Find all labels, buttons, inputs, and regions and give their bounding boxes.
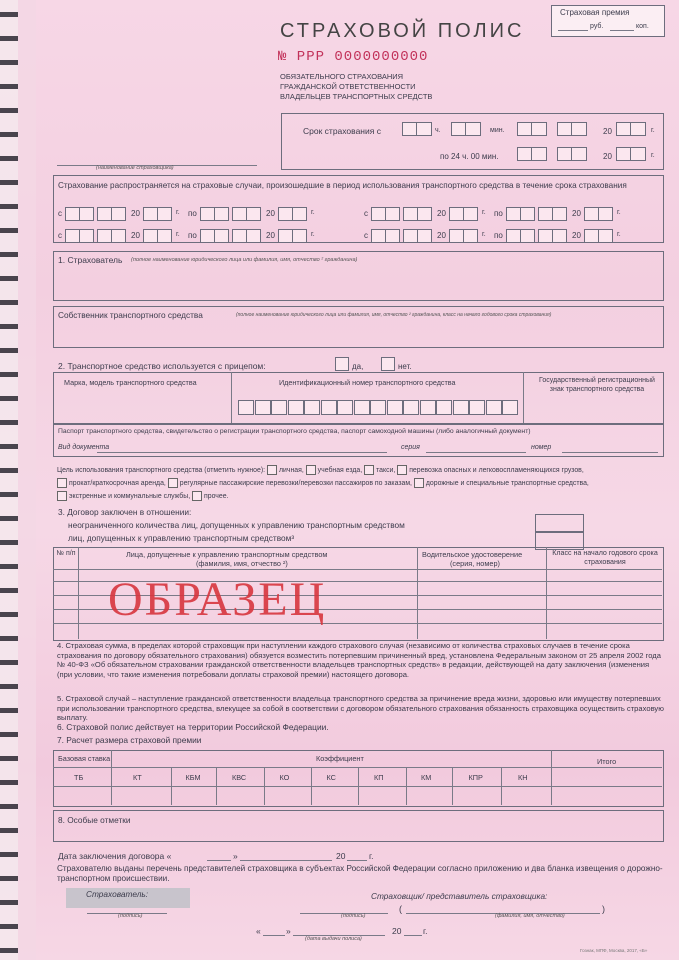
subtitle-2: ГРАЖДАНСКОЙ ОТВЕТСТВЕННОСТИ bbox=[280, 82, 416, 91]
coverage-g-label: г. bbox=[311, 209, 315, 216]
vin-cell[interactable] bbox=[337, 400, 353, 415]
purpose-rent-checkbox[interactable] bbox=[57, 478, 67, 488]
insurer-sign-caption: (подпись) bbox=[341, 913, 366, 919]
coverage-year-cell[interactable] bbox=[292, 229, 307, 243]
coverage-year-prefix: 20 bbox=[437, 209, 446, 218]
coverage-year-prefix: 20 bbox=[131, 209, 140, 218]
coverage-g-label: г. bbox=[176, 231, 180, 238]
section-4: 4. Страховая сумма, в пределах которой страховщик при наступлении каждого страхового случая (независимо от количества страховых случаев в течение срока страхования по договору обязательного страхования) обязуется возместить потерпевшим причиненный вред, установлена Федеральным законом от 25 апреля 2002 года № 40-ФЗ «Об обязательном страховании гражданской ответственности владельцев транспортных средств» в редакции, действующей на дату заключения (изменения (при условии, что такие изменения потребовали доплаты страховой премии) настоящего договора. bbox=[57, 641, 661, 679]
coverage-day-cell[interactable] bbox=[385, 229, 400, 243]
premium-col-км: КМ bbox=[421, 773, 432, 782]
section-5: 5. Страховой случай – наступление гражданской ответственности владельца транспортного средства за причинение вреда жизни, здоровью или имуществу потерпевших при использовании транспортного средства, влекущее за собой в соответствии с договором обязательного страхования обязанность страховщика осуществить страховую выплату. bbox=[57, 694, 664, 723]
subtitle-3: ВЛАДЕЛЬЦЕВ ТРАНСПОРТНЫХ СРЕДСТВ bbox=[280, 92, 433, 101]
coverage-year-cell[interactable] bbox=[278, 229, 293, 243]
vin-cell[interactable] bbox=[238, 400, 254, 415]
coverage-month-cell[interactable] bbox=[97, 207, 112, 221]
issue-q1: « bbox=[256, 926, 261, 936]
printer-note: Гознак, МПФ, Москва, 2017, «Б» bbox=[580, 948, 648, 953]
purpose-personal-checkbox[interactable] bbox=[267, 465, 277, 475]
issue-g: г. bbox=[423, 926, 428, 936]
vin-cell[interactable] bbox=[321, 400, 337, 415]
coverage-po-label: по bbox=[188, 231, 197, 240]
binding-strip bbox=[0, 0, 36, 960]
premium-col-divider bbox=[452, 767, 453, 805]
purpose-road-checkbox[interactable] bbox=[414, 478, 424, 488]
coverage-s-label: с bbox=[58, 231, 62, 240]
purpose-line-3 bbox=[57, 491, 228, 501]
term-h: ч. bbox=[435, 127, 441, 134]
s3-unlimited: неограниченного количества лиц, допущенных к управлению транспортным средством bbox=[68, 520, 405, 530]
insurer-sign-label: Страховщик/ представитель страховщика: bbox=[371, 891, 548, 901]
coverage-month-cell[interactable] bbox=[552, 229, 567, 243]
passport-text: Паспорт транспортного средства, свидетельство о регистрации транспортного средства, паспорт самоходной машины (либо аналогичный документ) bbox=[58, 428, 531, 435]
vin-cell[interactable] bbox=[304, 400, 320, 415]
coverage-g-label: г. bbox=[311, 231, 315, 238]
coverage-year-cell[interactable] bbox=[449, 229, 464, 243]
premium-base: Базовая ставка bbox=[58, 754, 111, 763]
coverage-year-prefix: 20 bbox=[437, 231, 446, 240]
coverage-day-cell[interactable] bbox=[79, 229, 94, 243]
vin-cell[interactable] bbox=[453, 400, 469, 415]
vin-cell[interactable] bbox=[436, 400, 452, 415]
premium-col-кс: КС bbox=[326, 773, 336, 782]
premium-col-divider bbox=[551, 750, 552, 805]
coverage-day-cell[interactable] bbox=[79, 207, 94, 221]
subtitle-1: ОБЯЗАТЕЛЬНОГО СТРАХОВАНИЯ bbox=[280, 72, 404, 81]
drivers-num: № п/п bbox=[56, 550, 76, 557]
vin-cell[interactable] bbox=[469, 400, 485, 415]
coverage-month-cell[interactable] bbox=[97, 229, 112, 243]
coverage-day-cell[interactable] bbox=[65, 229, 80, 243]
purpose-emergency: экстренные и коммунальные службы, bbox=[69, 492, 191, 500]
contract-date-year: 20 bbox=[336, 851, 346, 861]
owner-caption: (полное наименование юридического лица или фамилия, имя, отчество ² гражданина, класс на начало годового срока страхования) bbox=[236, 312, 552, 318]
coverage-day-cell[interactable] bbox=[65, 207, 80, 221]
premium-col-divider bbox=[171, 767, 172, 805]
premium-col-divider bbox=[406, 767, 407, 805]
premium-col-кн: КН bbox=[518, 773, 528, 782]
coverage-month-cell[interactable] bbox=[417, 207, 432, 221]
trailer-label: 2. Транспортное средство используется с прицепом: bbox=[58, 361, 266, 371]
term-year-2: 20 bbox=[603, 152, 612, 161]
insured-sign-label: Страхователь: bbox=[86, 889, 149, 899]
premium-kop: коп. bbox=[636, 23, 649, 30]
coverage-month-cell[interactable] bbox=[111, 229, 126, 243]
special-notes-label: 8. Особые отметки bbox=[58, 815, 131, 825]
drivers-persons: Лица, допущенные к управлению транспортным средством bbox=[126, 550, 328, 559]
coverage-day-cell[interactable] bbox=[371, 229, 386, 243]
term-g-1: г. bbox=[651, 127, 655, 134]
coverage-month-cell[interactable] bbox=[232, 207, 247, 221]
coverage-month-cell[interactable] bbox=[403, 207, 418, 221]
drivers-license: Водительское удостоверение bbox=[422, 550, 523, 559]
coverage-month-cell[interactable] bbox=[246, 207, 261, 221]
vin-cell[interactable] bbox=[486, 400, 502, 415]
premium-col-квс: КВС bbox=[232, 773, 247, 782]
premium-col-ко: КО bbox=[279, 773, 290, 782]
coverage-po-label: по bbox=[494, 231, 503, 240]
coverage-year-cell[interactable] bbox=[278, 207, 293, 221]
coverage-s-label: с bbox=[58, 209, 62, 218]
contract-date-q: » bbox=[233, 851, 238, 861]
issue-date-caption: (дата выдачи полиса) bbox=[305, 936, 362, 942]
premium-box bbox=[551, 5, 665, 37]
vin-cell[interactable] bbox=[370, 400, 386, 415]
purpose-other: прочее. bbox=[204, 492, 229, 500]
passport-doc: Вид документа bbox=[58, 444, 110, 451]
premium-col-кпр: КПР bbox=[468, 773, 483, 782]
insured-caption: (полное наименование юридического лица или фамилия, имя, отчество ² гражданина) bbox=[131, 257, 358, 263]
coverage-year-cell[interactable] bbox=[463, 207, 478, 221]
coverage-g-label: г. bbox=[617, 209, 621, 216]
trailer-no: нет. bbox=[398, 362, 412, 371]
purpose-line-2 bbox=[57, 478, 589, 488]
issue-year: 20 bbox=[392, 926, 402, 936]
coverage-year-prefix: 20 bbox=[572, 209, 581, 218]
coverage-year-prefix: 20 bbox=[131, 231, 140, 240]
insured-sign-caption: (подпись) bbox=[118, 913, 143, 919]
contract-date-label: Дата заключения договора « bbox=[58, 851, 172, 861]
paren-close: ) bbox=[602, 904, 605, 914]
coverage-month-cell[interactable] bbox=[232, 229, 247, 243]
premium-label: Страховая премия bbox=[560, 8, 630, 17]
issue-q2: » bbox=[286, 926, 291, 936]
premium-col-тб: ТБ bbox=[74, 773, 84, 782]
coverage-year-cell[interactable] bbox=[463, 229, 478, 243]
coverage-day-cell[interactable] bbox=[385, 207, 400, 221]
premium-total: Итого bbox=[597, 757, 617, 766]
purpose-personal: личная, bbox=[278, 466, 304, 474]
coverage-day-cell[interactable] bbox=[214, 229, 229, 243]
vin-cell[interactable] bbox=[420, 400, 436, 415]
coverage-year-prefix: 20 bbox=[572, 231, 581, 240]
contract-date-g: г. bbox=[369, 851, 374, 861]
purpose-training-checkbox[interactable] bbox=[306, 465, 316, 475]
coverage-g-label: г. bbox=[617, 231, 621, 238]
trailer-no-checkbox[interactable] bbox=[381, 357, 395, 371]
purpose-taxi-checkbox[interactable] bbox=[364, 465, 374, 475]
purpose-dangerous: перевозка опасных и легковоспламеняющихся грузов, bbox=[409, 466, 584, 474]
term-year-1: 20 bbox=[603, 127, 612, 136]
term-g-2: г. bbox=[651, 152, 655, 159]
vehicle-make: Марка, модель транспортного средства bbox=[64, 378, 197, 387]
coverage-month-cell[interactable] bbox=[246, 229, 261, 243]
premium-col-divider bbox=[111, 750, 112, 805]
coverage-po-label: по bbox=[188, 209, 197, 218]
premium-col-divider bbox=[264, 767, 265, 805]
purpose-passenger-checkbox[interactable] bbox=[168, 478, 178, 488]
purpose-training: учебная езда, bbox=[317, 466, 363, 474]
section-7: 7. Расчет размера страховой премии bbox=[57, 735, 202, 745]
coverage-year-cell[interactable] bbox=[584, 229, 599, 243]
term-label: Срок страхования с bbox=[303, 126, 381, 136]
coverage-year-cell[interactable] bbox=[143, 229, 158, 243]
drivers-fio: (фамилия, имя, отчество ²) bbox=[196, 559, 288, 568]
coverage-day-cell[interactable] bbox=[506, 207, 521, 221]
coverage-year-cell[interactable] bbox=[157, 229, 172, 243]
passport-number: номер bbox=[531, 444, 552, 451]
vin-cell[interactable] bbox=[271, 400, 287, 415]
vin-cell[interactable] bbox=[502, 400, 518, 415]
coverage-day-cell[interactable] bbox=[200, 229, 215, 243]
term-to: по 24 ч. 00 мин. bbox=[440, 152, 499, 161]
coverage-year-cell[interactable] bbox=[584, 207, 599, 221]
s3-limited: лиц, допущенных к управлению транспортным средством³ bbox=[68, 533, 295, 543]
purpose-emergency-checkbox[interactable] bbox=[57, 491, 67, 501]
purpose-passenger: регулярные пассажирские перевозки/перевозки пассажиров по заказам, bbox=[179, 479, 412, 487]
purpose-taxi: такси, bbox=[376, 466, 396, 474]
coverage-month-cell[interactable] bbox=[538, 207, 553, 221]
drivers-class: Класс на начало годового срока страхования bbox=[552, 549, 658, 566]
coverage-day-cell[interactable] bbox=[214, 207, 229, 221]
sample-stamp: ОБРАЗЕЦ bbox=[108, 573, 327, 626]
vehicle-vin: Идентификационный номер транспортного средства bbox=[279, 378, 456, 387]
vin-cell[interactable] bbox=[403, 400, 419, 415]
insurer-fio-caption: (фамилия, имя, отчество) bbox=[495, 913, 565, 919]
section-6: 6. Страховой полис действует на территории Российской Федерации. bbox=[57, 722, 329, 732]
vin-cell[interactable] bbox=[288, 400, 304, 415]
coverage-day-cell[interactable] bbox=[520, 207, 535, 221]
purpose-other-checkbox[interactable] bbox=[192, 491, 202, 501]
premium-col-divider bbox=[311, 767, 312, 805]
term-min: мин. bbox=[490, 127, 505, 134]
coverage-year-prefix: 20 bbox=[266, 209, 275, 218]
coverage-day-cell[interactable] bbox=[200, 207, 215, 221]
coverage-g-label: г. bbox=[482, 209, 486, 216]
passport-series: серия bbox=[401, 444, 420, 451]
trailer-yes: да, bbox=[352, 362, 364, 371]
purpose-label: Цель использования транспортного средства (отметить нужное): bbox=[57, 466, 266, 474]
coverage-day-cell[interactable] bbox=[371, 207, 386, 221]
coverage-day-cell[interactable] bbox=[506, 229, 521, 243]
policy-serial: № РРР 0000000000 bbox=[278, 49, 429, 65]
special-notes-box bbox=[53, 810, 664, 842]
coverage-text: Страхование распространяется на страховые случаи, произошедшие в период использования транспортного средства в течение срока страхования bbox=[58, 181, 627, 190]
issued-note: Страхователю выданы перечень представителей страховщика в субъектах Российской Федерации согласно приложению и два бланка извещения о дорожно-транспортном происшествии. bbox=[57, 864, 663, 883]
premium-col-divider bbox=[501, 767, 502, 805]
vin-cell[interactable] bbox=[354, 400, 370, 415]
coverage-year-cell[interactable] bbox=[449, 207, 464, 221]
coverage-year-cell[interactable] bbox=[143, 207, 158, 221]
premium-col-кбм: КБМ bbox=[185, 773, 201, 782]
coverage-year-cell[interactable] bbox=[598, 229, 613, 243]
coverage-g-label: г. bbox=[482, 231, 486, 238]
purpose-rent: прокат/краткосрочная аренда, bbox=[69, 479, 166, 487]
purpose-line-1 bbox=[57, 465, 584, 475]
vin-cell[interactable] bbox=[387, 400, 403, 415]
premium-col-кт: КТ bbox=[133, 773, 142, 782]
s3-label: 3. Договор заключен в отношении: bbox=[58, 507, 192, 517]
drivers-license-sub: (серия, номер) bbox=[450, 559, 500, 568]
premium-rub: руб. bbox=[590, 23, 604, 30]
coverage-year-cell[interactable] bbox=[292, 207, 307, 221]
trailer-yes-checkbox[interactable] bbox=[335, 357, 349, 371]
coverage-year-cell[interactable] bbox=[598, 207, 613, 221]
premium-coef: Коэффициент bbox=[316, 754, 364, 763]
vehicle-reg: Государственный регистрационный знак транспортного средства bbox=[539, 377, 655, 393]
coverage-month-cell[interactable] bbox=[552, 207, 567, 221]
coverage-month-cell[interactable] bbox=[111, 207, 126, 221]
coverage-month-cell[interactable] bbox=[538, 229, 553, 243]
coverage-year-cell[interactable] bbox=[157, 207, 172, 221]
premium-col-divider bbox=[216, 767, 217, 805]
premium-col-divider bbox=[358, 767, 359, 805]
coverage-s-label: с bbox=[364, 231, 368, 240]
coverage-day-cell[interactable] bbox=[520, 229, 535, 243]
coverage-month-cell[interactable] bbox=[417, 229, 432, 243]
coverage-s-label: с bbox=[364, 209, 368, 218]
purpose-road: дорожные и специальные транспортные средства, bbox=[425, 479, 589, 487]
premium-col-кп: КП bbox=[374, 773, 384, 782]
insurer-name-caption: (наименование страховщика) bbox=[96, 165, 174, 171]
coverage-year-prefix: 20 bbox=[266, 231, 275, 240]
coverage-po-label: по bbox=[494, 209, 503, 218]
vin-cell[interactable] bbox=[255, 400, 271, 415]
owner-label: Собственник транспортного средства bbox=[58, 310, 203, 320]
coverage-g-label: г. bbox=[176, 209, 180, 216]
paren-open: ( bbox=[399, 904, 402, 914]
purpose-dangerous-checkbox[interactable] bbox=[397, 465, 407, 475]
coverage-month-cell[interactable] bbox=[403, 229, 418, 243]
insured-label: 1. Страхователь bbox=[58, 255, 123, 265]
page-title: СТРАХОВОЙ ПОЛИС bbox=[280, 20, 525, 42]
